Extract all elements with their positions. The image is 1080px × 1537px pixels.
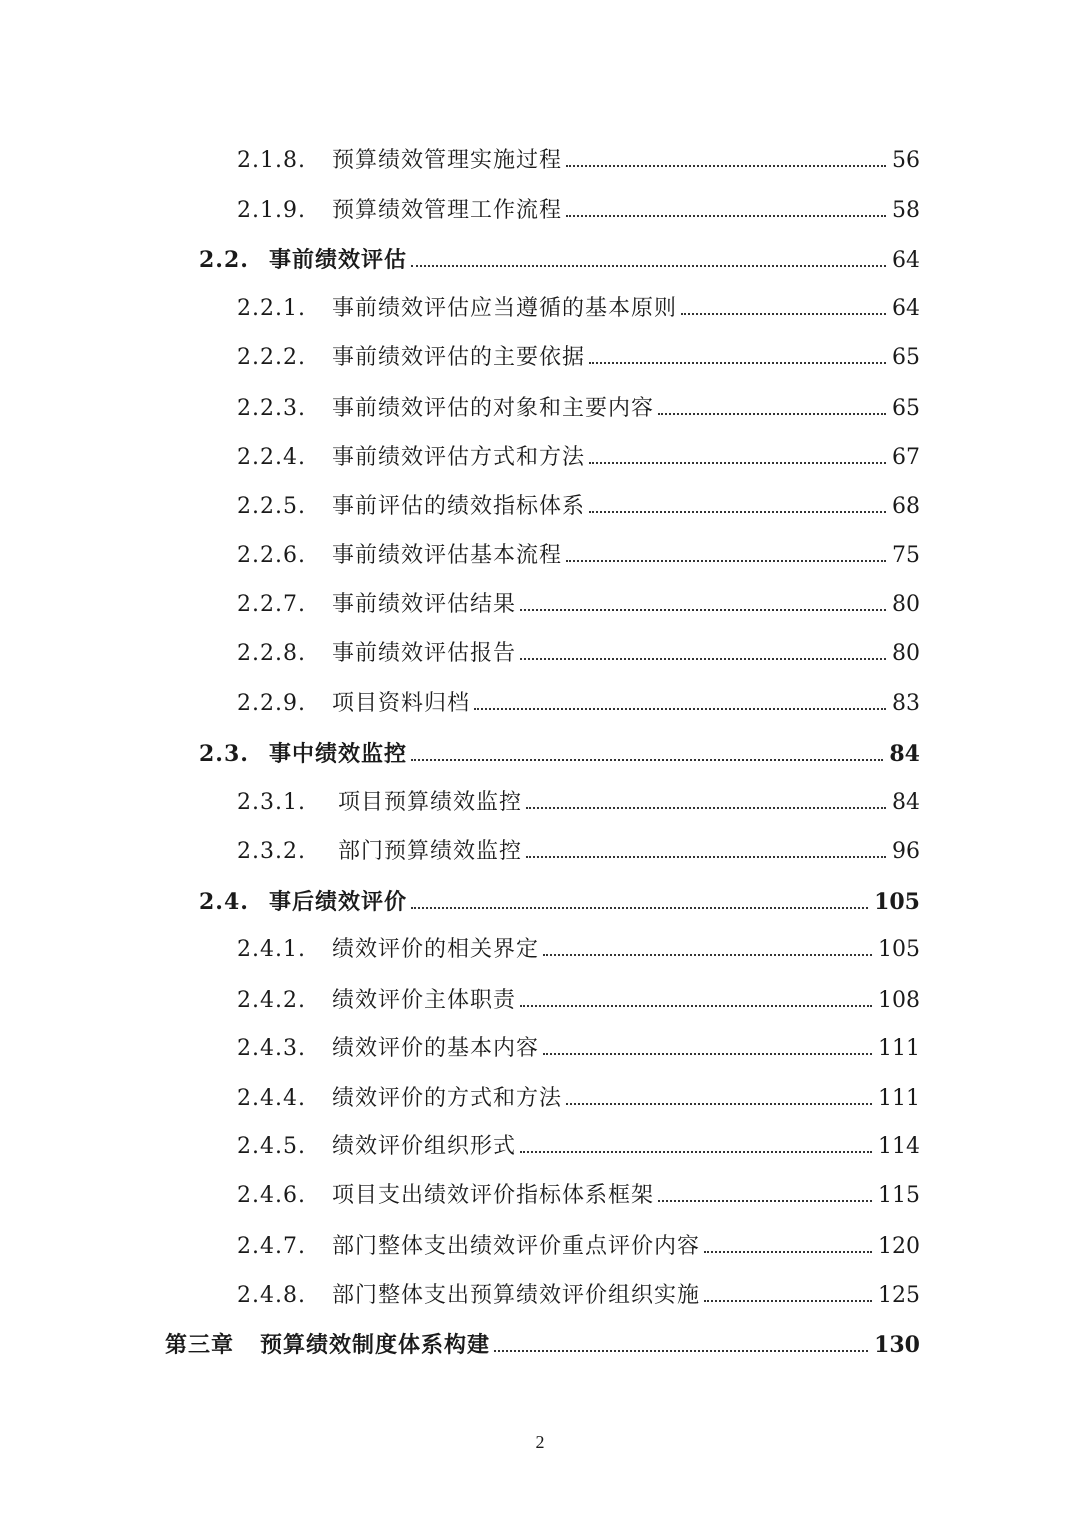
toc-number: 2.2.3. xyxy=(237,396,306,421)
toc-page: 84 xyxy=(889,741,920,767)
toc-page: 108 xyxy=(878,988,920,1013)
toc-title: 事前绩效评估应当遵循的基本原则 xyxy=(332,296,678,321)
toc-page: 111 xyxy=(878,1036,920,1061)
toc-number: 2.2.4. xyxy=(237,445,306,470)
toc-page: 80 xyxy=(892,592,920,617)
toc-title: 事前评估的绩效指标体系 xyxy=(332,494,586,519)
toc-title: 事后绩效评价 xyxy=(269,890,408,915)
toc-entry[interactable] xyxy=(237,1130,920,1164)
toc-leader-dots xyxy=(589,361,886,364)
toc-number: 2.2.1. xyxy=(237,296,306,321)
toc-number: 2.1.8. xyxy=(237,148,306,173)
toc-entry[interactable] xyxy=(199,737,920,771)
toc-page: 105 xyxy=(874,889,920,915)
toc-leader-dots xyxy=(526,806,886,809)
toc-number: 2.4.5. xyxy=(237,1134,306,1159)
toc-page: 64 xyxy=(892,248,920,273)
toc-title: 事前绩效评估基本流程 xyxy=(332,543,563,568)
toc-title: 预算绩效管理实施过程 xyxy=(332,148,563,173)
toc-leader-dots xyxy=(411,758,883,761)
toc-leader-dots xyxy=(520,1150,872,1153)
toc-entry[interactable] xyxy=(237,292,920,326)
toc-page: 125 xyxy=(878,1283,920,1308)
toc-title: 项目支出绩效评价指标体系框架 xyxy=(332,1183,655,1208)
toc-number: 第三章 xyxy=(165,1333,235,1358)
toc-leader-dots xyxy=(658,1199,872,1202)
toc-entry[interactable] xyxy=(237,144,920,178)
toc-page: 96 xyxy=(892,839,920,864)
toc-page: 111 xyxy=(878,1086,920,1111)
toc-number: 2.2.8. xyxy=(237,641,306,666)
toc-title: 项目预算绩效监控 xyxy=(338,790,523,815)
toc-title: 绩效评价主体职责 xyxy=(332,988,517,1013)
toc-entry[interactable] xyxy=(237,1032,920,1066)
toc-leader-dots xyxy=(566,214,886,217)
toc-title: 绩效评价组织形式 xyxy=(332,1134,517,1159)
toc-page: 67 xyxy=(892,445,920,470)
toc-leader-dots xyxy=(520,1004,872,1007)
toc-page: 130 xyxy=(874,1332,920,1358)
toc-title: 事中绩效监控 xyxy=(269,742,408,767)
toc-title: 预算绩效制度体系构建 xyxy=(260,1333,491,1358)
toc-page: 65 xyxy=(892,345,920,370)
toc-entry[interactable] xyxy=(237,194,920,228)
toc-leader-dots xyxy=(411,264,886,267)
toc-number: 2.4.3. xyxy=(237,1036,306,1061)
toc-page: 58 xyxy=(892,198,920,223)
toc-number: 2.4.7. xyxy=(237,1234,306,1259)
toc-entry[interactable] xyxy=(199,243,920,277)
toc-entry[interactable] xyxy=(237,637,920,671)
toc-number: 2.4.8. xyxy=(237,1283,306,1308)
toc-entry[interactable] xyxy=(165,1328,920,1362)
toc-page: 114 xyxy=(878,1134,920,1159)
toc-title: 事前绩效评估报告 xyxy=(332,641,517,666)
toc-title: 事前绩效评估 xyxy=(269,248,408,273)
toc-title: 事前绩效评估的对象和主要内容 xyxy=(332,396,655,421)
toc-title: 绩效评价的方式和方法 xyxy=(332,1086,563,1111)
toc-leader-dots xyxy=(520,608,886,611)
toc-page: 80 xyxy=(892,641,920,666)
toc-entry[interactable] xyxy=(237,392,920,426)
toc-leader-dots xyxy=(658,412,886,415)
toc-number: 2.1.9. xyxy=(237,198,306,223)
toc-entry[interactable] xyxy=(237,1230,920,1264)
toc-leader-dots xyxy=(474,707,886,710)
toc-number: 2.2.5. xyxy=(237,494,306,519)
toc-entry[interactable] xyxy=(237,539,920,573)
toc-leader-dots xyxy=(520,657,886,660)
toc-leader-dots xyxy=(704,1299,872,1302)
toc-number: 2.4.6. xyxy=(237,1183,306,1208)
toc-title: 部门预算绩效监控 xyxy=(338,839,523,864)
toc-leader-dots xyxy=(566,1102,872,1105)
toc-title: 预算绩效管理工作流程 xyxy=(332,198,563,223)
toc-leader-dots xyxy=(681,312,886,315)
toc-entry[interactable] xyxy=(237,687,920,721)
toc-entry[interactable] xyxy=(237,341,920,375)
page-number: 2 xyxy=(535,1432,545,1452)
toc-number: 2.3. xyxy=(199,741,249,767)
toc-number: 2.3.2. xyxy=(237,839,306,864)
toc-number: 2.4.2. xyxy=(237,988,306,1013)
toc-page: 75 xyxy=(892,543,920,568)
toc-entry[interactable] xyxy=(237,588,920,622)
toc-leader-dots xyxy=(589,510,886,513)
toc-number: 2.4.1. xyxy=(237,937,306,962)
toc-title: 事前绩效评估结果 xyxy=(332,592,517,617)
toc-page: 64 xyxy=(892,296,920,321)
toc-title: 绩效评价的相关界定 xyxy=(332,937,540,962)
toc-title: 绩效评价的基本内容 xyxy=(332,1036,540,1061)
toc-leader-dots xyxy=(543,1052,872,1055)
toc-title: 部门整体支出预算绩效评价组织实施 xyxy=(332,1283,701,1308)
toc-leader-dots xyxy=(411,906,868,909)
toc-page: 56 xyxy=(892,148,920,173)
toc-number: 2.4. xyxy=(199,889,249,915)
toc-entry[interactable] xyxy=(237,1179,920,1213)
toc-number: 2.3.1. xyxy=(237,790,306,815)
toc-leader-dots xyxy=(494,1349,868,1352)
toc-number: 2.2.6. xyxy=(237,543,306,568)
toc-leader-dots xyxy=(526,855,886,858)
toc-number: 2.4.4. xyxy=(237,1086,306,1111)
toc-entry[interactable] xyxy=(237,984,920,1018)
toc-entry[interactable] xyxy=(237,933,920,967)
toc-title: 事前绩效评估方式和方法 xyxy=(332,445,586,470)
toc-title: 事前绩效评估的主要依据 xyxy=(332,345,586,370)
toc-number: 2.2.2. xyxy=(237,345,306,370)
toc-leader-dots xyxy=(589,461,886,464)
toc-entry[interactable] xyxy=(199,885,920,919)
toc-leader-dots xyxy=(566,559,886,562)
toc-title: 部门整体支出绩效评价重点评价内容 xyxy=(332,1234,701,1259)
toc-leader-dots xyxy=(566,164,886,167)
toc-page: 84 xyxy=(892,790,920,815)
toc-number: 2.2.9. xyxy=(237,691,306,716)
toc-leader-dots xyxy=(543,953,872,956)
toc-page: 68 xyxy=(892,494,920,519)
toc-leader-dots xyxy=(704,1250,872,1253)
toc-page: 105 xyxy=(878,937,920,962)
toc-entry[interactable] xyxy=(237,786,920,820)
toc-number: 2.2. xyxy=(199,247,249,273)
toc-title: 项目资料归档 xyxy=(332,691,471,716)
toc-number: 2.2.7. xyxy=(237,592,306,617)
toc-page: 65 xyxy=(892,396,920,421)
toc-entry[interactable] xyxy=(237,1279,920,1313)
toc-entry[interactable] xyxy=(237,1082,920,1116)
toc-entry[interactable] xyxy=(237,835,920,869)
toc-entry[interactable] xyxy=(237,441,920,475)
toc-page: 83 xyxy=(892,691,920,716)
toc-page: 115 xyxy=(878,1183,920,1208)
toc-entry[interactable] xyxy=(237,490,920,524)
toc-page: 120 xyxy=(878,1234,920,1259)
